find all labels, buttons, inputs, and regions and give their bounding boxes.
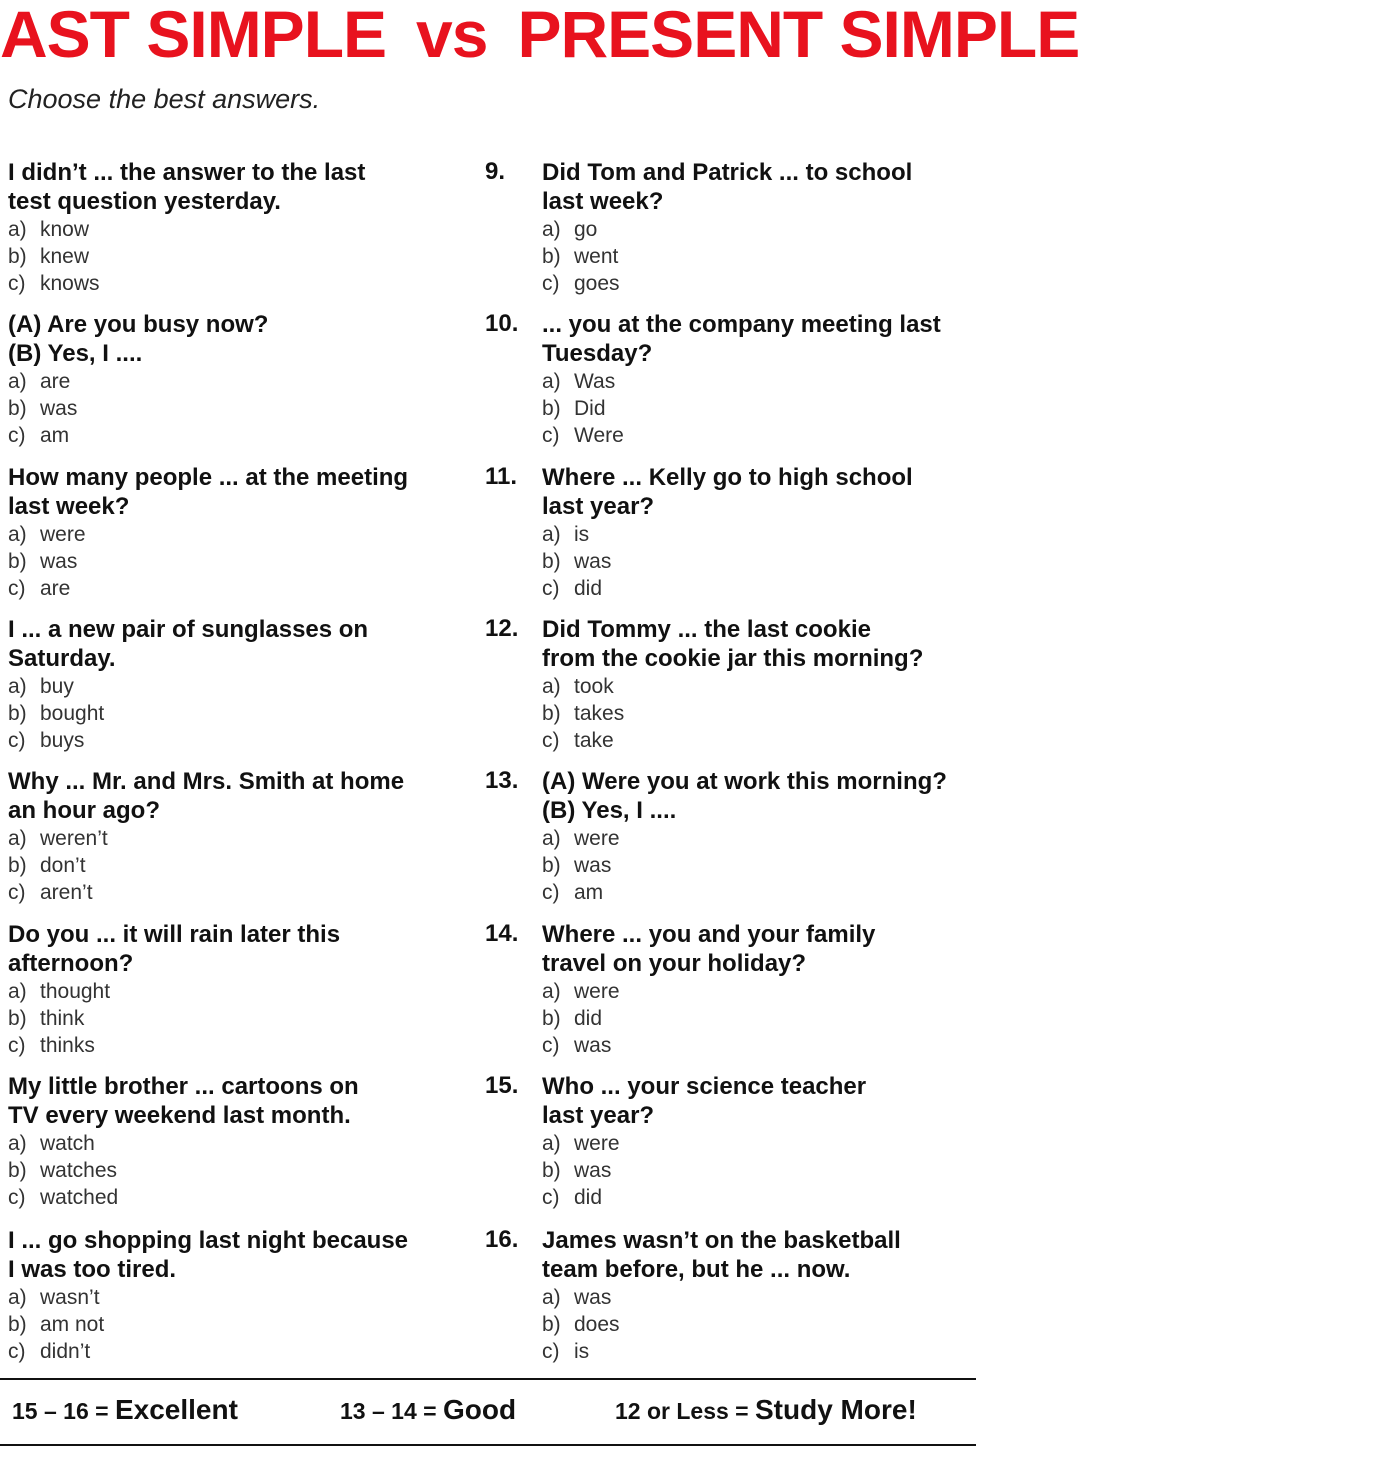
score-range: 12 or Less = (615, 1398, 749, 1424)
question-item (485, 920, 982, 1059)
option-letter: c) (8, 424, 26, 447)
answer-option (8, 368, 468, 395)
option-text: were (40, 523, 86, 546)
answer-option (542, 1184, 982, 1211)
question-text: I didn’t ... the answer to the last (8, 159, 366, 186)
instruction-text: Choose the best answers. (8, 84, 321, 114)
question-item (485, 463, 982, 602)
question-text: I ... go shopping last night because (8, 1227, 409, 1254)
option-letter: a) (542, 1132, 561, 1155)
answer-option (542, 422, 982, 449)
answer-option (542, 1157, 982, 1184)
option-text: thought (40, 980, 111, 1003)
question-item (8, 767, 468, 906)
option-letter: a) (8, 523, 27, 546)
question-text: last week? (542, 188, 664, 215)
question-number: 13. (485, 767, 519, 794)
answer-option (542, 879, 982, 906)
question-text: (A) Are you busy now? (8, 311, 269, 338)
answer-option (542, 673, 982, 700)
answer-option (8, 1184, 468, 1211)
option-letter: a) (8, 675, 27, 698)
answer-option (8, 852, 468, 879)
answer-option (8, 1032, 468, 1059)
question-text: Where ... Kelly go to high school (542, 464, 913, 491)
question-item (8, 310, 468, 449)
question-text: an hour ago? (8, 797, 160, 824)
question-text: afternoon? (8, 950, 134, 977)
option-letter: c) (8, 1034, 26, 1057)
question-item (8, 463, 468, 602)
answer-option (542, 700, 982, 727)
option-letter: b) (8, 245, 27, 268)
answer-option (8, 575, 468, 602)
question-number: 10. (485, 310, 519, 337)
answer-option (8, 1005, 468, 1032)
score-label: Good (442, 1394, 517, 1425)
option-letter: b) (8, 1007, 27, 1030)
question-number: 15. (485, 1072, 519, 1099)
option-letter: b) (542, 245, 561, 268)
question-text: My little brother ... cartoons on (8, 1073, 359, 1100)
question-item (485, 1226, 982, 1365)
option-text: goes (574, 272, 620, 295)
option-letter: a) (542, 675, 561, 698)
question-number: 11. (485, 463, 518, 490)
option-letter: a) (8, 827, 27, 850)
option-letter: c) (8, 729, 26, 752)
question-text: Tuesday? (542, 340, 653, 367)
option-letter: b) (8, 702, 27, 725)
option-text: don’t (40, 854, 86, 877)
option-letter: b) (8, 1313, 27, 1336)
option-letter: b) (542, 550, 561, 573)
option-text: went (574, 245, 619, 268)
score-label: Study More! (755, 1394, 917, 1425)
answer-option (8, 548, 468, 575)
option-text: bought (40, 702, 105, 725)
option-text: watches (40, 1159, 118, 1182)
option-letter: b) (8, 550, 27, 573)
answer-option (542, 825, 982, 852)
answer-option (542, 1284, 982, 1311)
option-letter: b) (542, 397, 561, 420)
option-letter: c) (8, 1340, 26, 1363)
option-letter: c) (8, 881, 26, 904)
option-text: take (574, 729, 614, 752)
question-item (8, 920, 468, 1059)
option-text: go (574, 218, 598, 241)
answer-option (542, 1032, 982, 1059)
option-text: was (40, 397, 78, 420)
question-text: test question yesterday. (8, 188, 281, 215)
answer-option (542, 270, 982, 297)
option-text: were (574, 1132, 620, 1155)
question-item (8, 1226, 468, 1365)
answer-option (8, 1157, 468, 1184)
option-text: did (574, 577, 603, 600)
option-text: am (574, 881, 604, 904)
option-text: are (40, 370, 71, 393)
option-letter: b) (542, 1313, 561, 1336)
question-item (8, 615, 468, 754)
worksheet-title (0, 0, 1400, 74)
question-text: Why ... Mr. and Mrs. Smith at home (8, 768, 405, 795)
question-number: 12. (485, 615, 519, 642)
option-letter: b) (542, 1007, 561, 1030)
option-text: were (574, 980, 620, 1003)
option-letter: b) (542, 1159, 561, 1182)
answer-option (542, 1005, 982, 1032)
answer-option (8, 1130, 468, 1157)
question-item (485, 767, 982, 906)
option-text: think (40, 1007, 85, 1030)
title-vs: vs (416, 0, 488, 71)
option-text: did (574, 1186, 603, 1209)
option-text: am not (40, 1313, 105, 1336)
question-text: Did Tommy ... the last cookie (542, 616, 871, 643)
question-text: I ... a new pair of sunglasses on (8, 616, 369, 643)
option-text: does (574, 1313, 620, 1336)
answer-option (8, 270, 468, 297)
answer-option (542, 521, 982, 548)
option-text: was (574, 1159, 612, 1182)
option-letter: a) (8, 218, 27, 241)
option-letter: a) (542, 523, 561, 546)
option-letter: a) (8, 1286, 27, 1309)
option-text: wasn’t (40, 1286, 100, 1309)
answer-option (8, 978, 468, 1005)
option-text: are (40, 577, 71, 600)
option-letter: c) (542, 729, 560, 752)
option-text: watch (40, 1132, 95, 1155)
option-letter: a) (8, 370, 27, 393)
answer-option (8, 1338, 468, 1365)
option-letter: c) (8, 577, 26, 600)
score-label: Excellent (114, 1394, 238, 1425)
question-text: Saturday. (8, 645, 116, 672)
option-letter: a) (542, 1286, 561, 1309)
option-text: took (574, 675, 614, 698)
option-letter: b) (542, 702, 561, 725)
question-text: James wasn’t on the basketball (542, 1227, 901, 1254)
score-legend (0, 1378, 976, 1446)
question-text: Did Tom and Patrick ... to school (542, 159, 913, 186)
option-text: were (574, 827, 620, 850)
answer-option (8, 422, 468, 449)
title-past-simple: AST SIMPLE (0, 0, 387, 71)
question-text: team before, but he ... now. (542, 1256, 851, 1283)
option-text: was (574, 550, 612, 573)
option-letter: c) (542, 1034, 560, 1057)
score-good (340, 1394, 516, 1426)
question-number: 14. (485, 920, 519, 947)
question-text: I was too tired. (8, 1256, 177, 1283)
option-letter: a) (542, 218, 561, 241)
answer-option (542, 1130, 982, 1157)
option-text: Was (574, 370, 616, 393)
question-text: ... you at the company meeting last (542, 311, 941, 338)
option-letter: c) (542, 577, 560, 600)
answer-option (542, 548, 982, 575)
answer-option (8, 395, 468, 422)
option-letter: a) (542, 980, 561, 1003)
option-text: was (40, 550, 78, 573)
option-letter: c) (542, 272, 560, 295)
option-text: is (574, 1340, 590, 1363)
option-letter: c) (8, 272, 26, 295)
option-text: was (574, 1286, 612, 1309)
answer-option (542, 575, 982, 602)
answer-option (8, 879, 468, 906)
answer-option (542, 368, 982, 395)
answer-option (542, 852, 982, 879)
option-letter: b) (8, 854, 27, 877)
question-item (485, 158, 982, 297)
option-letter: b) (8, 397, 27, 420)
score-study-more (615, 1394, 917, 1426)
option-letter: a) (542, 370, 561, 393)
answer-option (8, 825, 468, 852)
option-text: aren’t (40, 881, 93, 904)
option-text: know (40, 218, 90, 241)
option-text: weren’t (40, 827, 108, 850)
question-text: Do you ... it will rain later this (8, 921, 341, 948)
question-item (485, 1072, 982, 1211)
question-text: How many people ... at the meeting (8, 464, 409, 491)
option-text: buys (40, 729, 85, 752)
answer-option (8, 1311, 468, 1338)
answer-option (542, 243, 982, 270)
option-letter: c) (542, 1340, 560, 1363)
option-text: knows (40, 272, 100, 295)
option-letter: c) (542, 424, 560, 447)
question-text: travel on your holiday? (542, 950, 807, 977)
option-letter: b) (542, 854, 561, 877)
answer-option (8, 700, 468, 727)
option-letter: a) (8, 1132, 27, 1155)
answer-option (8, 673, 468, 700)
option-letter: b) (8, 1159, 27, 1182)
answer-option (542, 1338, 982, 1365)
option-text: thinks (40, 1034, 95, 1057)
option-letter: c) (542, 881, 560, 904)
question-text: Who ... your science teacher (542, 1073, 867, 1100)
title-present-simple: PRESENT SIMPLE (517, 0, 1080, 71)
option-text: was (574, 1034, 612, 1057)
answer-option (8, 521, 468, 548)
option-text: didn’t (40, 1340, 91, 1363)
option-text: knew (40, 245, 90, 268)
score-range: 15 – 16 = (12, 1398, 109, 1424)
answer-option (542, 395, 982, 422)
question-text: TV every weekend last month. (8, 1102, 351, 1129)
question-number: 9. (485, 158, 506, 185)
score-excellent (12, 1394, 238, 1426)
option-text: am (40, 424, 70, 447)
option-text: buy (40, 675, 74, 698)
question-text: last year? (542, 493, 655, 520)
question-text: (B) Yes, I .... (542, 797, 677, 824)
answer-option (8, 243, 468, 270)
answer-option (542, 1311, 982, 1338)
question-text: Where ... you and your family (542, 921, 876, 948)
option-text: takes (574, 702, 625, 725)
option-letter: a) (542, 827, 561, 850)
option-text: did (574, 1007, 603, 1030)
question-text: from the cookie jar this morning? (542, 645, 924, 672)
question-text: (B) Yes, I .... (8, 340, 143, 367)
question-item (485, 615, 982, 754)
answer-option (542, 727, 982, 754)
option-text: is (574, 523, 590, 546)
question-text: (A) Were you at work this morning? (542, 768, 947, 795)
answer-option (8, 1284, 468, 1311)
option-text: Were (574, 424, 624, 447)
question-text: last year? (542, 1102, 655, 1129)
option-letter: a) (8, 980, 27, 1003)
question-item (8, 158, 468, 297)
answer-option (8, 216, 468, 243)
answer-option (542, 216, 982, 243)
answer-option (8, 727, 468, 754)
question-number: 16. (485, 1226, 519, 1253)
question-text: last week? (8, 493, 130, 520)
answer-option (542, 978, 982, 1005)
option-text: watched (40, 1186, 119, 1209)
score-range: 13 – 14 = (340, 1398, 437, 1424)
option-letter: c) (542, 1186, 560, 1209)
question-item (8, 1072, 468, 1211)
option-letter: c) (8, 1186, 26, 1209)
question-item (485, 310, 982, 449)
option-text: Did (574, 397, 606, 420)
option-text: was (574, 854, 612, 877)
